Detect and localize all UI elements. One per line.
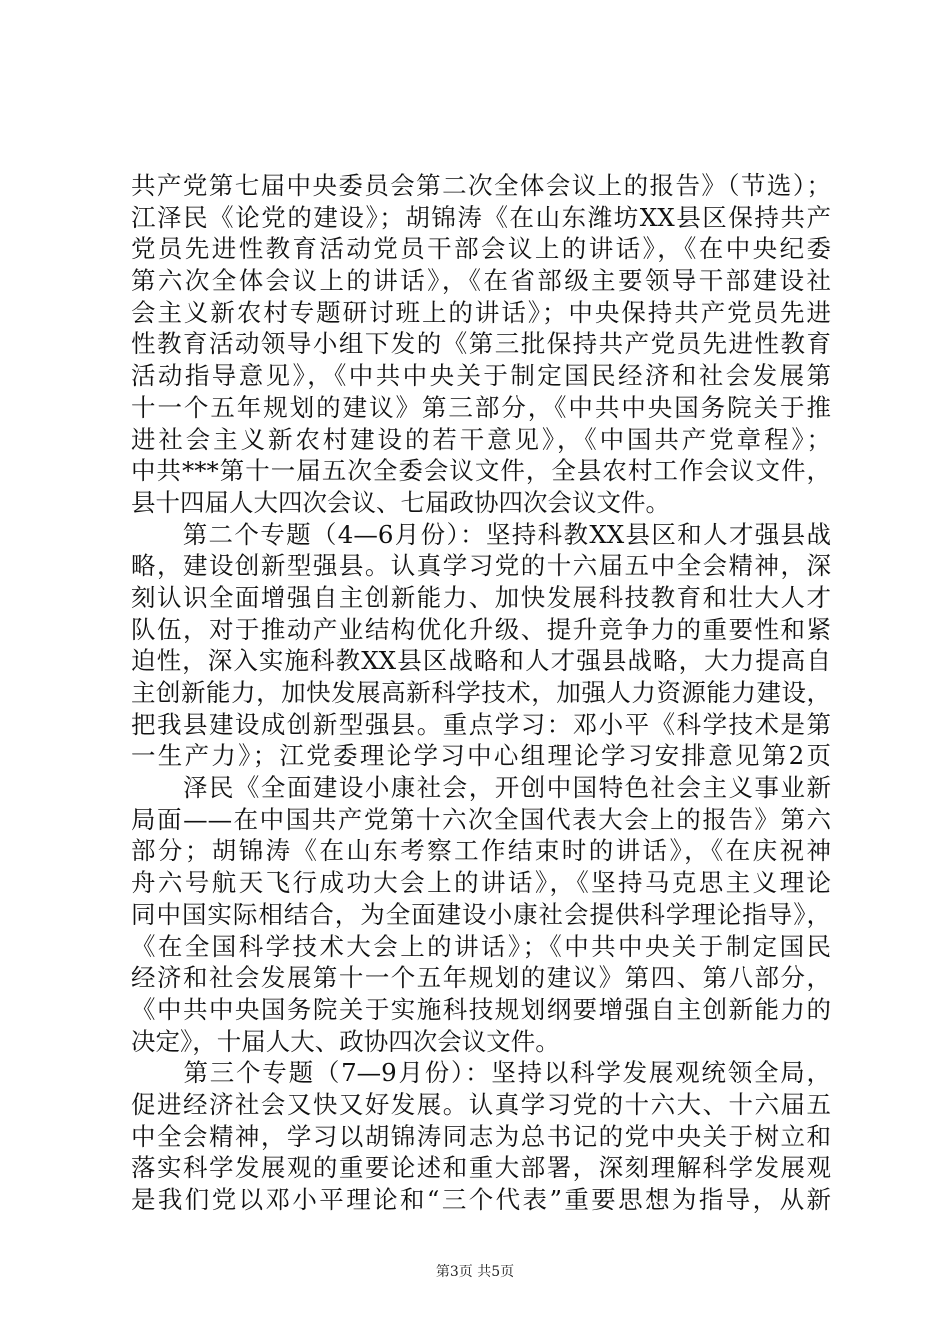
text-line: 第三个专题（7—9月份）：坚持以科学发展观统领全局，: [131, 1058, 831, 1088]
text-line: 同中国实际相结合，为全面建设小康社会提供科学理论指导》，: [131, 899, 831, 929]
text-line: 江泽民《论党的建设》；胡锦涛《在山东潍坊XX县区保持共产: [131, 202, 831, 232]
text-line: 中全会精神，学习以胡锦涛同志为总书记的党中央关于树立和: [131, 1121, 831, 1151]
text-line: 一生产力》；江党委理论学习中心组理论学习安排意见第2页: [131, 741, 831, 771]
text-line: 略，建设创新型强县。认真学习党的十六届五中全会精神，深: [131, 551, 831, 581]
text-line: 共产党第七届中央委员会第二次全体会议上的报告》（节选）；: [131, 171, 831, 200]
text-line: 局面——在中国共产党第十六次全国代表大会上的报告》第六: [131, 804, 831, 834]
page-footer: 第3页 共5页: [435, 1264, 515, 1280]
text-line: 县十四届人大四次会议、七届政协四次会议文件。: [131, 487, 670, 517]
text-line: 队伍，对于推动产业结构优化升级、提升竞争力的重要性和紧: [131, 614, 831, 644]
text-line: 中共***第十一届五次全委会议文件，全县农村工作会议文件，: [131, 456, 831, 486]
text-line: 第六次全体会议上的讲话》，《在省部级主要领导干部建设社: [131, 266, 831, 296]
text-line: 落实科学发展观的重要论述和重大部署，深刻理解科学发展观: [131, 1153, 831, 1183]
text-line: 促进经济社会又快又好发展。认真学习党的十六大、十六届五: [131, 1089, 831, 1119]
text-line: 部分；胡锦涛《在山东考察工作结束时的讲话》，《在庆祝神: [131, 836, 831, 866]
text-line: 决定》，十届人大、政协四次会议文件。: [131, 1026, 560, 1056]
text-line: 把我县建设成创新型强县。重点学习：邓小平《科学技术是第: [131, 709, 831, 739]
document-body: [131, 170, 831, 1216]
text-line: 主创新能力，加快发展高新科学技术，加强人力资源能力建设，: [131, 678, 831, 707]
text-line: 《中共中央国务院关于实施科技规划纲要增强自主创新能力的: [131, 994, 831, 1024]
text-line: 十一个五年规划的建议》第三部分，《中共中央国务院关于推: [131, 392, 831, 422]
text-line: 经济和社会发展第十一个五年规划的建议》第四、第八部分，: [131, 963, 831, 993]
text-line: 活动指导意见》，《中共中央关于制定国民经济和社会发展第: [131, 361, 831, 391]
text-line: 进社会主义新农村建设的若干意见》，《中国共产党章程》；: [131, 424, 831, 454]
text-line: 舟六号航天飞行成功大会上的讲话》，《坚持马克思主义理论: [131, 868, 831, 898]
text-line: 泽民《全面建设小康社会，开创中国特色社会主义事业新: [131, 773, 831, 803]
text-line: 迫性，深入实施科教XX县区战略和人才强县战略，大力提高自: [131, 646, 831, 676]
text-line: 刻认识全面增强自主创新能力、加快发展科技教育和壮大人才: [131, 582, 831, 612]
text-line: 党员先进性教育活动党员干部会议上的讲话》，《在中央纪委: [131, 234, 831, 264]
text-line: 第二个专题（4—6月份）：坚持科教XX县区和人才强县战: [131, 519, 831, 549]
text-line: 是我们党以邓小平理论和“三个代表”重要思想为指导，从新: [131, 1185, 831, 1214]
text-line: 性教育活动领导小组下发的《第三批保持共产党员先进性教育: [131, 329, 831, 359]
text-line: 会主义新农村专题研讨班上的讲话》；中央保持共产党员先进: [131, 297, 831, 327]
text-line: 《在全国科学技术大会上的讲话》；《中共中央关于制定国民: [131, 931, 831, 961]
